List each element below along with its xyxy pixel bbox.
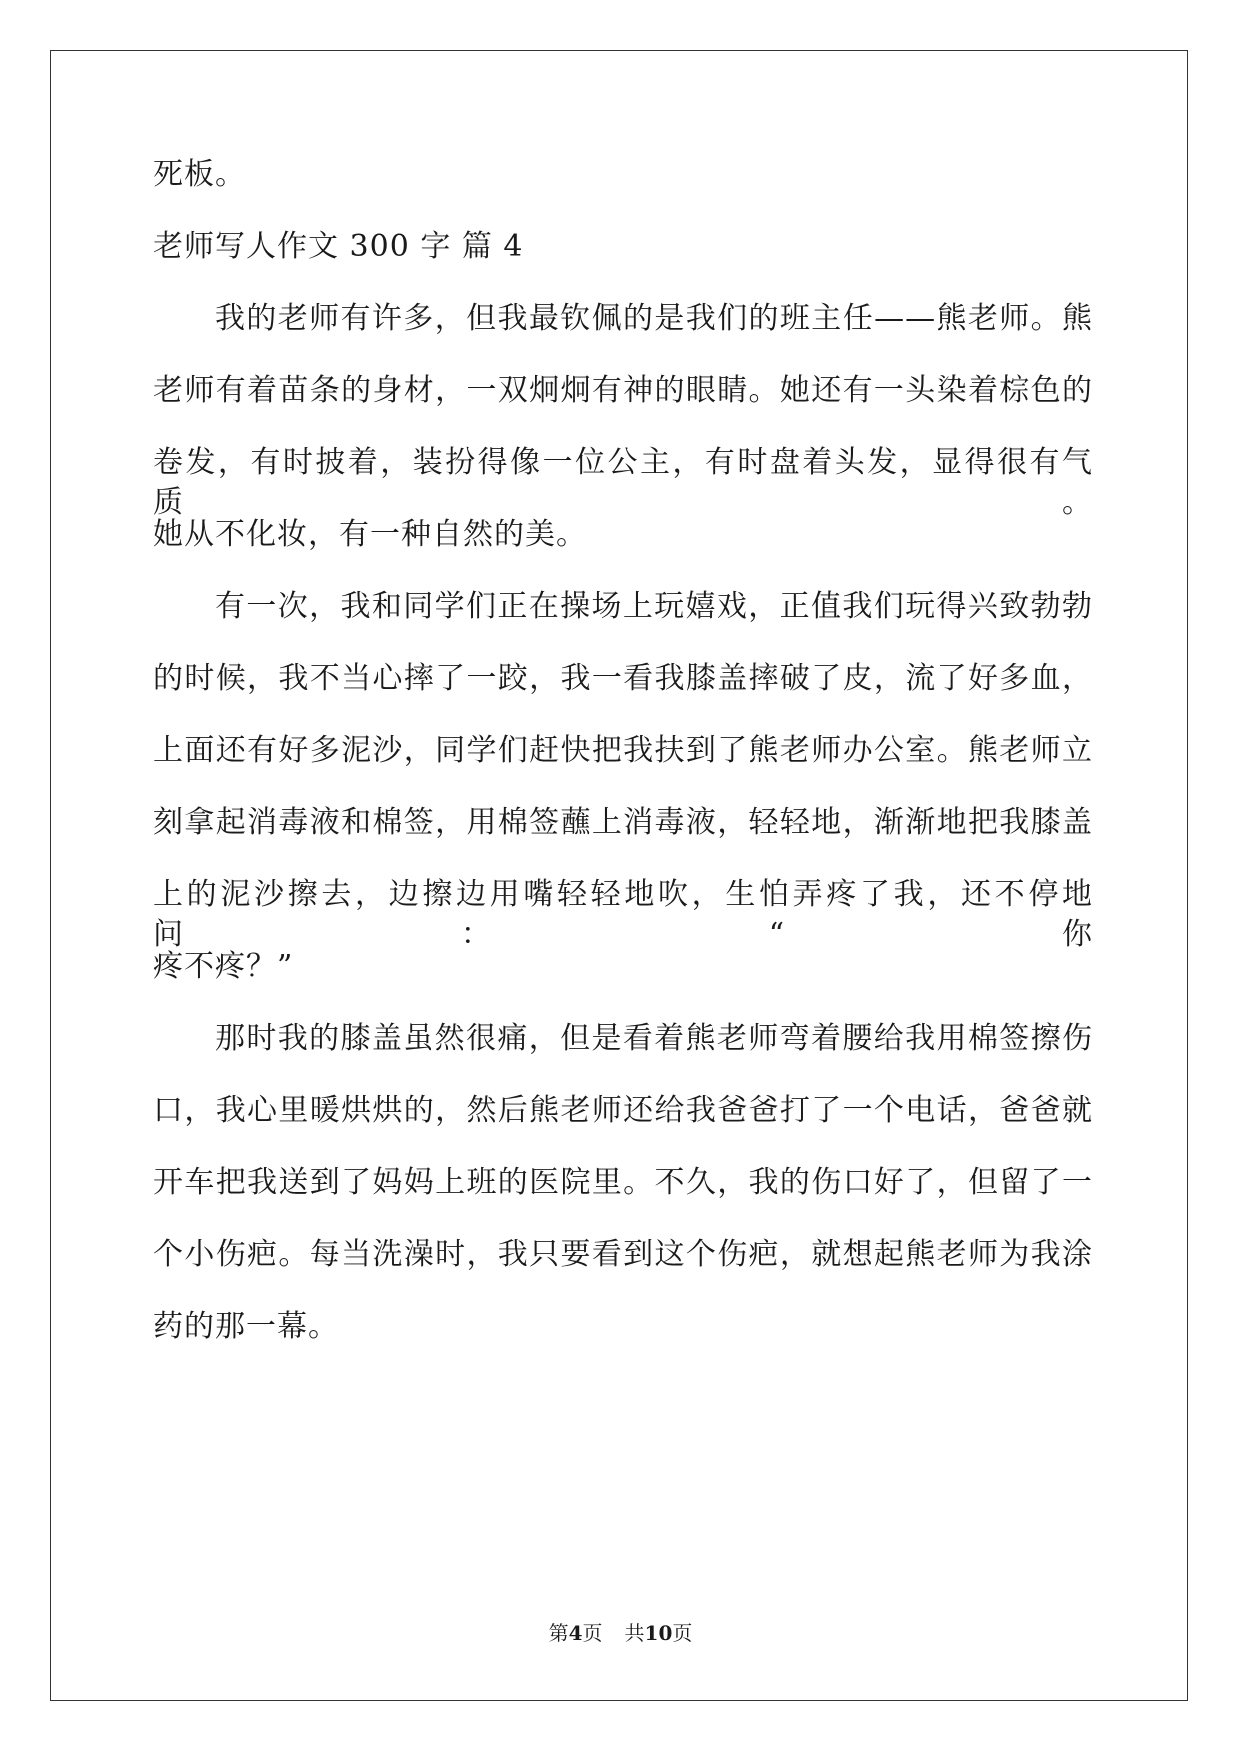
section-heading: 老师写人作文 300 字 篇 4 [153,229,524,264]
paragraph-3-line-2: 口，我心里暖烘烘的，然后熊老师还给我爸爸打了一个电话，爸爸就 [153,1093,1093,1128]
paragraph-2-line-6: 疼不疼？” [153,949,294,984]
paragraph-2-line-2: 的时候，我不当心摔了一跤，我一看我膝盖摔破了皮，流了好多血， [153,661,1093,696]
paragraph-1-line-3: 卷发，有时披着，装扮得像一位公主，有时盘着头发，显得很有气质。 [153,445,1093,520]
page-footer [0,1620,1241,1646]
footer-page-prefix: 第 [548,1621,569,1645]
text-line: 死板。 [153,157,246,192]
paragraph-2-line-4: 刻拿起消毒液和棉签，用棉签蘸上消毒液，轻轻地，渐渐地把我膝盖 [153,805,1093,840]
paragraph-1-line-2: 老师有着苗条的身材，一双炯炯有神的眼睛。她还有一头染着棕色的 [153,373,1093,408]
paragraph-1-line-1: 我的老师有许多，但我最钦佩的是我们的班主任——熊老师。熊 [215,301,1093,336]
footer-page-mid: 页 [582,1621,603,1645]
paragraph-1-line-4: 她从不化妆，有一种自然的美。 [153,517,587,552]
paragraph-2-line-1: 有一次，我和同学们正在操场上玩嬉戏，正值我们玩得兴致勃勃 [215,589,1093,624]
paragraph-3-line-4: 个小伤疤。每当洗澡时，我只要看到这个伤疤，就想起熊老师为我涂 [153,1237,1093,1272]
paragraph-3-line-3: 开车把我送到了妈妈上班的医院里。不久，我的伤口好了，但留了一 [153,1165,1093,1200]
paragraph-2-line-3: 上面还有好多泥沙，同学们赶快把我扶到了熊老师办公室。熊老师立 [153,733,1093,768]
paragraph-3-line-1: 那时我的膝盖虽然很痛，但是看着熊老师弯着腰给我用棉签擦伤 [215,1021,1093,1056]
footer-total-prefix: 共 [624,1621,645,1645]
footer-total-suffix: 页 [672,1621,693,1645]
paragraph-3-line-5: 药的那一幕。 [153,1309,339,1344]
footer-page-current: 4 [568,1621,583,1645]
footer-page-total: 10 [644,1621,673,1645]
paragraph-2-line-5: 上的泥沙擦去，边擦边用嘴轻轻地吹，生怕弄疼了我，还不停地问：“你 [153,877,1093,952]
